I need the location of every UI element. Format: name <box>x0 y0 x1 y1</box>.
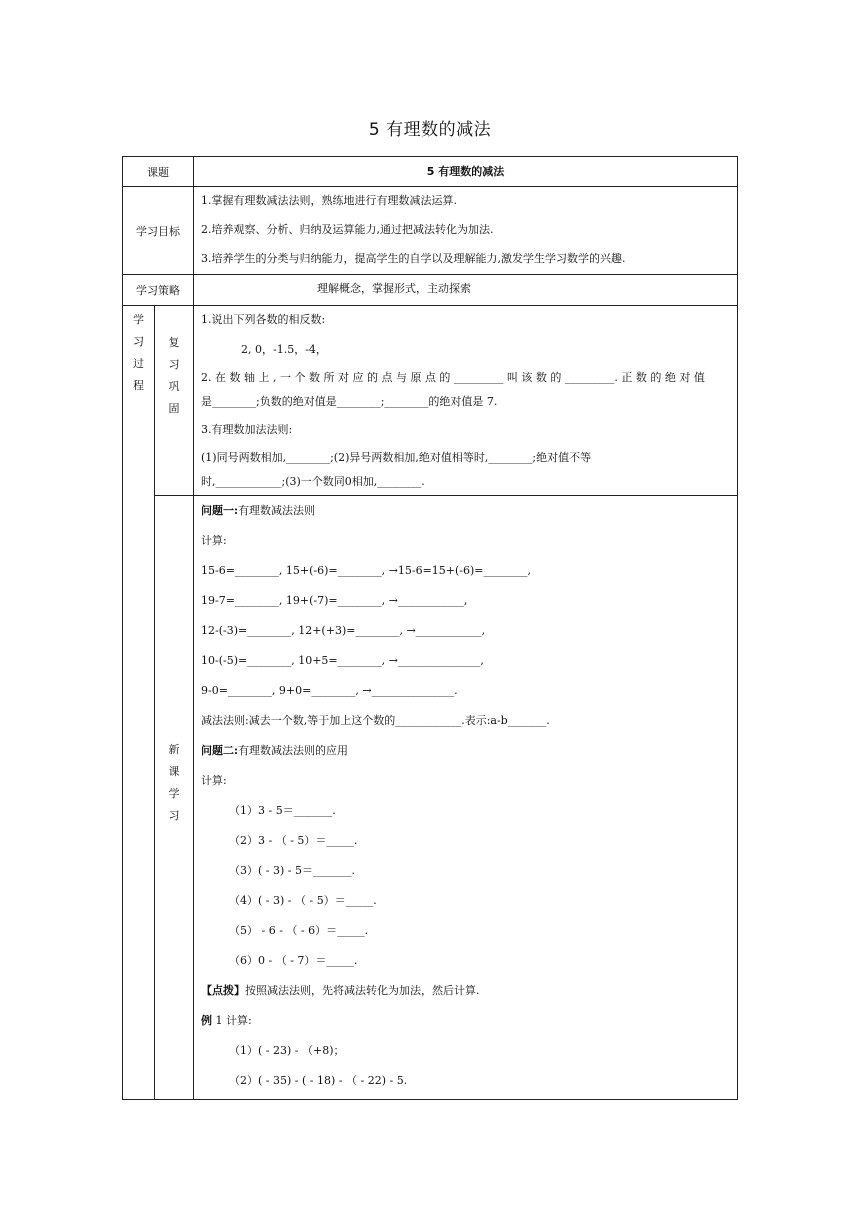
goals-label: 学习目标 <box>123 187 194 275</box>
review-q3-line1: (1)同号两数相加,________;(2)异号两数相加,绝对值相等时,________;绝对值不等 <box>201 451 592 464</box>
review-q3: 3.有理数加法法则: <box>201 423 293 436</box>
goal-item-1: 1.掌握有理数减法法则，熟练地进行有理数减法运算. <box>201 194 457 207</box>
goal-item-3: 3.培养学生的分类与归纳能力，提高学生的自学以及理解能力,激发学生学习数学的兴趣. <box>201 252 626 265</box>
process-label: 学 习 过 程 <box>123 306 155 1100</box>
exercise-3: （3）( - 3) - 5＝_______. <box>229 864 355 877</box>
example-1-heading: 例 1 计算: <box>201 1014 252 1027</box>
document-title: 5 有理数的减法 <box>368 120 492 140</box>
goals-row <box>123 187 738 275</box>
example-item-2: （2）( - 35) - ( - 18) - （ - 22) - 5. <box>229 1074 408 1087</box>
review-cell <box>194 306 738 496</box>
exercise-4: （4）( - 3) - （ - 5）＝_____. <box>229 894 377 907</box>
calc-line-2: 19-7=________, 19+(-7)=________, →____________, <box>201 594 468 607</box>
review-q3-line2: 时,____________;(3)一个数同0相加,________. <box>201 475 425 488</box>
problem-1-heading: 问题一:有理数减法法则 <box>201 504 316 517</box>
new-lesson-cell <box>194 496 738 1100</box>
exercise-1: （1）3 - 5＝_______. <box>229 804 336 817</box>
calc-line-3: 12-(-3)=________, 12+(+3)=________, →____________, <box>201 624 486 637</box>
new-lesson-row <box>123 496 738 1100</box>
strategy-cell <box>194 275 738 306</box>
calc-line-4: 10-(-5)=________, 10+5=________, →_______________, <box>201 654 484 667</box>
subtraction-rule: 减法法则:减去一个数,等于加上这个数的____________.表示:a-b_______. <box>201 714 550 727</box>
calc-line-1: 15-6=________, 15+(-6)=________, →15-6=15+(-6)=________, <box>201 564 532 577</box>
new-lesson-label: 新 课 学 习 <box>155 496 194 1100</box>
exercise-2: （2）3 - （ - 5）＝_____. <box>229 834 358 847</box>
tip: 【点拨】按照减法法则，先将减法转化为加法，然后计算. <box>201 984 480 997</box>
lesson-plan-table <box>122 156 738 1100</box>
topic-value: 5 有理数的减法 <box>426 165 505 178</box>
problem-2-heading: 问题二:有理数减法法则的应用 <box>201 744 349 757</box>
topic-label: 课题 <box>123 157 194 187</box>
review-q1: 1.说出下列各数的相反数: <box>201 313 326 326</box>
review-q2-line2: 是________;负数的绝对值是________;________的绝对值是 7. <box>201 395 498 408</box>
strategy-label: 学习策略 <box>123 275 194 306</box>
strategy-value: 理解概念，掌握形式，主动探索 <box>317 282 471 295</box>
review-row <box>123 306 738 496</box>
calc-line-5: 9-0=________, 9+0=________, →_______________. <box>201 684 458 697</box>
review-q2-line1: 2. 在 数 轴 上 , 一 个 数 所 对 应 的 点 与 原 点 的 _________ 叫 该 数 的 _________. 正 数 的 绝 对 值 <box>201 371 705 384</box>
example-item-1: （1）( - 23) - （+8)； <box>229 1044 345 1057</box>
exercise-5: （5） - 6 - （ - 6）＝_____. <box>229 924 369 937</box>
calc-label: 计算: <box>201 534 227 547</box>
review-q1-numbers: 2, 0，-1.5，-4， <box>241 343 327 356</box>
exercise-6: （6）0 - （ - 7）＝_____. <box>229 954 358 967</box>
goals-cell <box>194 187 738 275</box>
strategy-row <box>123 275 738 306</box>
goal-item-2: 2.培养观察、分析、归纳及运算能力,通过把减法转化为加法. <box>201 223 494 236</box>
review-label: 复 习 巩 固 <box>155 306 194 496</box>
calc-label-2: 计算: <box>201 774 227 787</box>
topic-row <box>123 157 738 187</box>
topic-cell <box>194 157 738 187</box>
